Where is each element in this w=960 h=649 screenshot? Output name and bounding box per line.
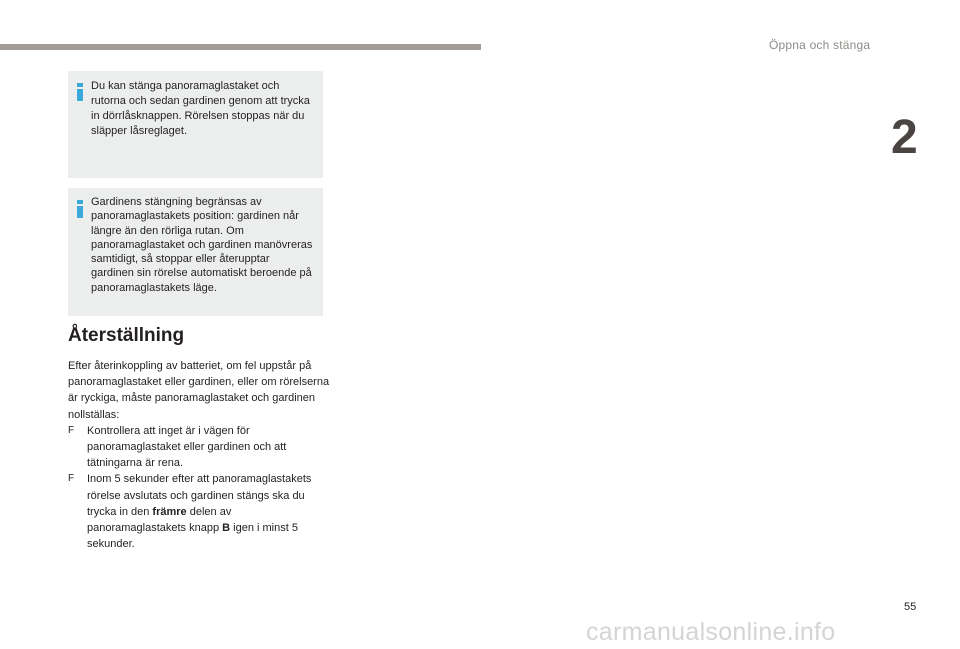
bullet-item-2-text-a: Inom 5 sekunder efter att panoramaglastakets rörelse avslutats och gardinen stängs ska du trycka in den	[87, 473, 312, 518]
info-box-1-text: Du kan stänga panoramaglastaket och rutorna och sedan gardinen genom att trycka in dörrlåsknappen. Rörelsen stoppas när du släpper låsreglaget.	[91, 80, 310, 137]
info-box-2-text: Gardinens stängning begränsas av panoramaglastakets position: gardinen når längre än den rörliga rutan. Om panoramaglastaket och gardinen manövreras samtidigt, så stoppar eller återupptar gardinen sin rörelse automatiskt beroende på panoramaglastakets läge.	[91, 196, 313, 294]
section-body	[68, 358, 330, 552]
info-icon	[77, 200, 83, 217]
chapter-number: 2	[891, 111, 918, 164]
info-icon	[77, 83, 83, 100]
section-intro: Efter återinkoppling av batteriet, om fel uppstår på panoramaglastaket eller gardinen, eller om rörelserna är ryckiga, måste panoramaglastaket och gardinen nollställas:	[68, 360, 330, 421]
bullet-marker-icon: F	[68, 424, 75, 436]
section-heading: Återställning	[68, 325, 185, 346]
info-box-2	[68, 188, 323, 316]
bullet-item-2-bold-b: B	[222, 522, 231, 535]
header-rule	[0, 44, 481, 50]
bullet-item-2-bold-front: främre	[152, 505, 187, 518]
bullet-item-2	[68, 471, 330, 552]
bullet-marker-icon: F	[68, 473, 75, 485]
info-box-1	[68, 71, 323, 178]
bullet-item-1-text: Kontrollera att inget är i vägen för panoramaglastaket eller gardinen och att tätningarna är rena.	[87, 424, 287, 470]
page-number: 55	[904, 601, 917, 613]
bullet-item-2-text-b: delen av panoramaglastakets knapp	[87, 505, 232, 535]
chapter-title: Öppna och stänga	[769, 38, 871, 52]
bullet-item-2-text-c: igen i minst 5 sekunder.	[87, 522, 298, 551]
watermark: carmanualsonline.info	[586, 618, 836, 646]
bullet-item-1	[68, 423, 330, 472]
